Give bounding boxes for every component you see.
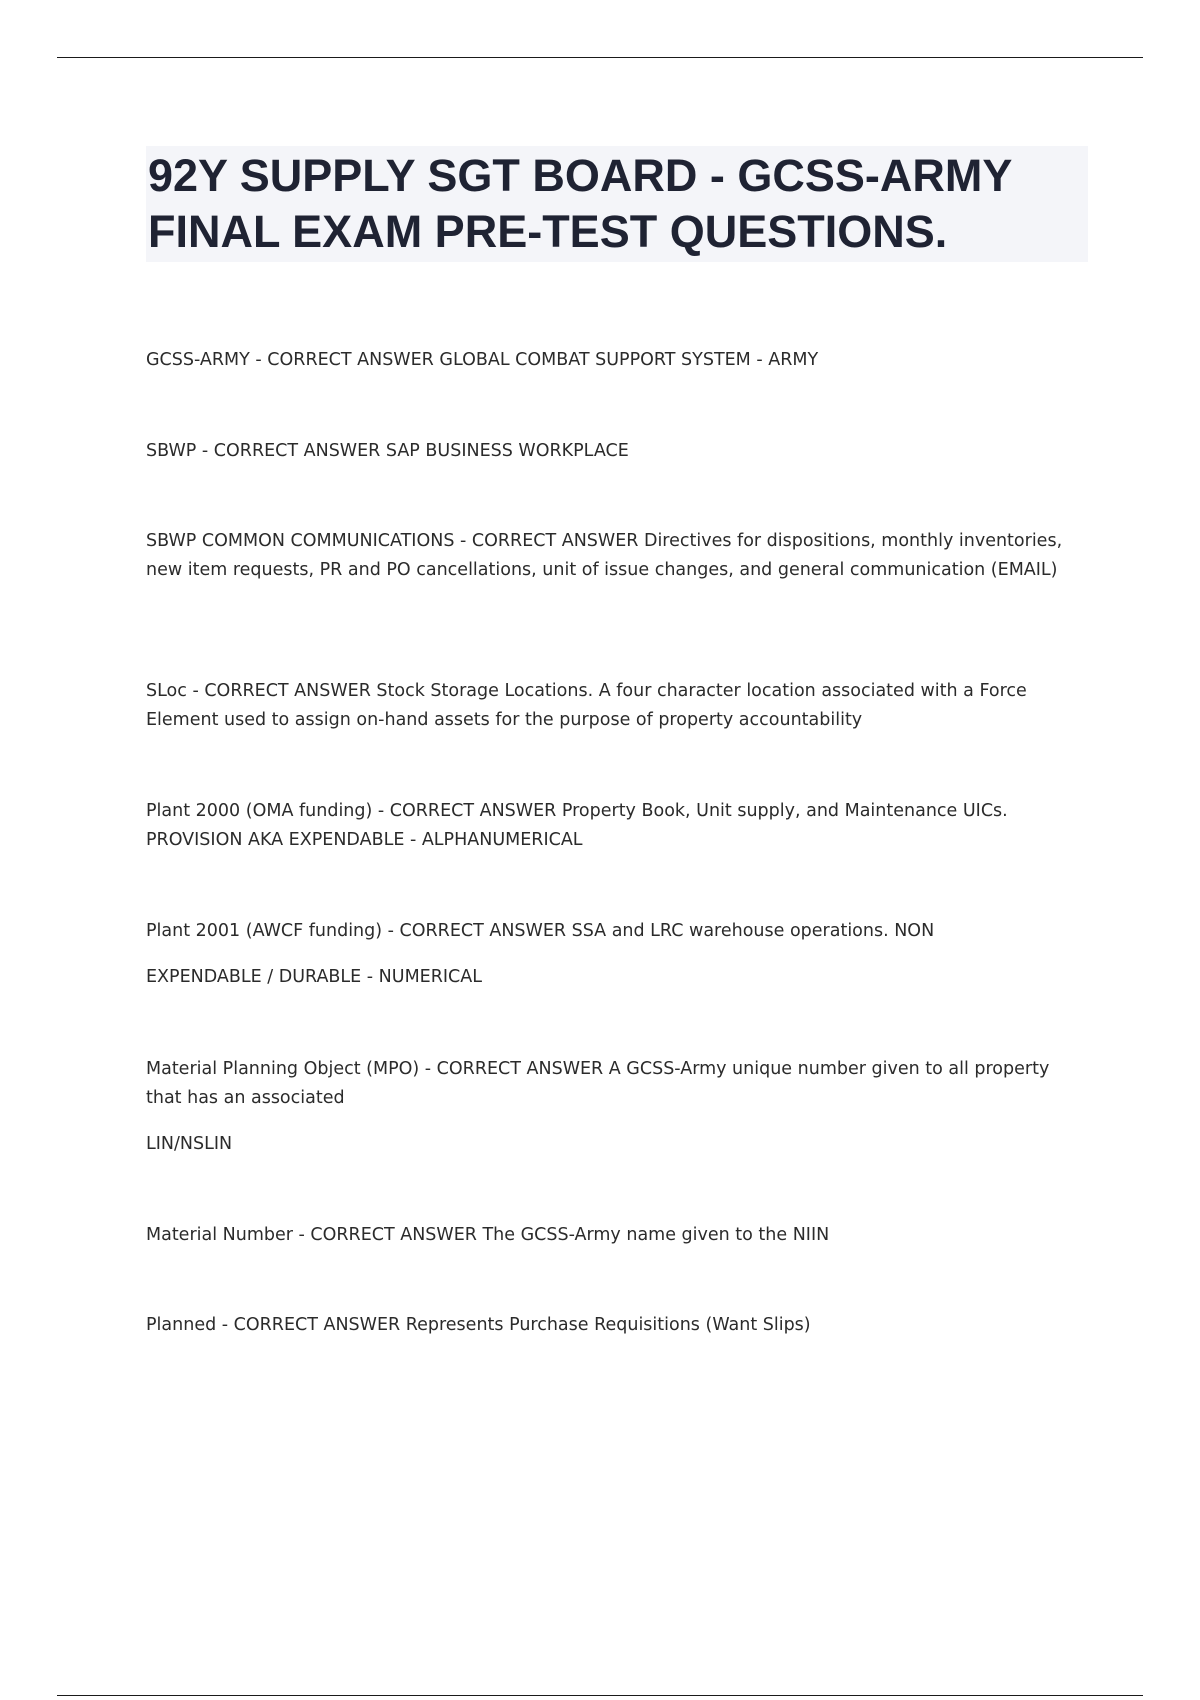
qa-text: Material Number - CORRECT ANSWER The GCSS-Army name given to the NIIN [146,1225,830,1245]
qa-text: Planned - CORRECT ANSWER Represents Purchase Requisitions (Want Slips) [146,1315,811,1335]
qa-entry [146,1221,1086,1250]
qa-text: Plant 2000 (OMA funding) - CORRECT ANSWER Property Book, Unit supply, and Maintenance UICs. PROVISION AKA EXPENDABLE - ALPHANUMERICAL [146,801,1008,850]
top-rule [57,57,1143,58]
qa-entry [146,917,1086,992]
qa-entry [146,1055,1086,1159]
qa-entry [146,1311,1086,1340]
qa-entry [146,437,1086,466]
document-title: 92Y SUPPLY SGT BOARD - GCSS-ARMY FINAL EXAM PRE-TEST QUESTIONS. [148,150,1012,257]
qa-text-continued: EXPENDABLE / DURABLE - NUMERICAL [146,967,482,987]
bottom-rule [57,1695,1143,1696]
qa-text: SLoc - CORRECT ANSWER Stock Storage Locations. A four character location associated with a Force Element used to assign on-hand assets for the purpose of property accountability [146,681,1027,730]
title-block [146,146,1088,262]
qa-text: Plant 2001 (AWCF funding) - CORRECT ANSWER SSA and LRC warehouse operations. NON [146,921,935,941]
qa-entry [146,527,1086,585]
qa-entry [146,346,1086,375]
qa-text: GCSS-ARMY - CORRECT ANSWER GLOBAL COMBAT SUPPORT SYSTEM - ARMY [146,350,819,370]
qa-entry [146,797,1086,855]
qa-text-continued: LIN/NSLIN [146,1134,233,1154]
qa-text: SBWP - CORRECT ANSWER SAP BUSINESS WORKPLACE [146,441,629,461]
qa-text: SBWP COMMON COMMUNICATIONS - CORRECT ANSWER Directives for dispositions, monthly inventories, new item requests, PR and PO cancellations, unit of issue changes, and general communication (EMAIL) [146,531,1063,580]
qa-entry [146,677,1086,735]
qa-text: Material Planning Object (MPO) - CORRECT ANSWER A GCSS-Army unique number given to all property that has an associated [146,1059,1050,1108]
